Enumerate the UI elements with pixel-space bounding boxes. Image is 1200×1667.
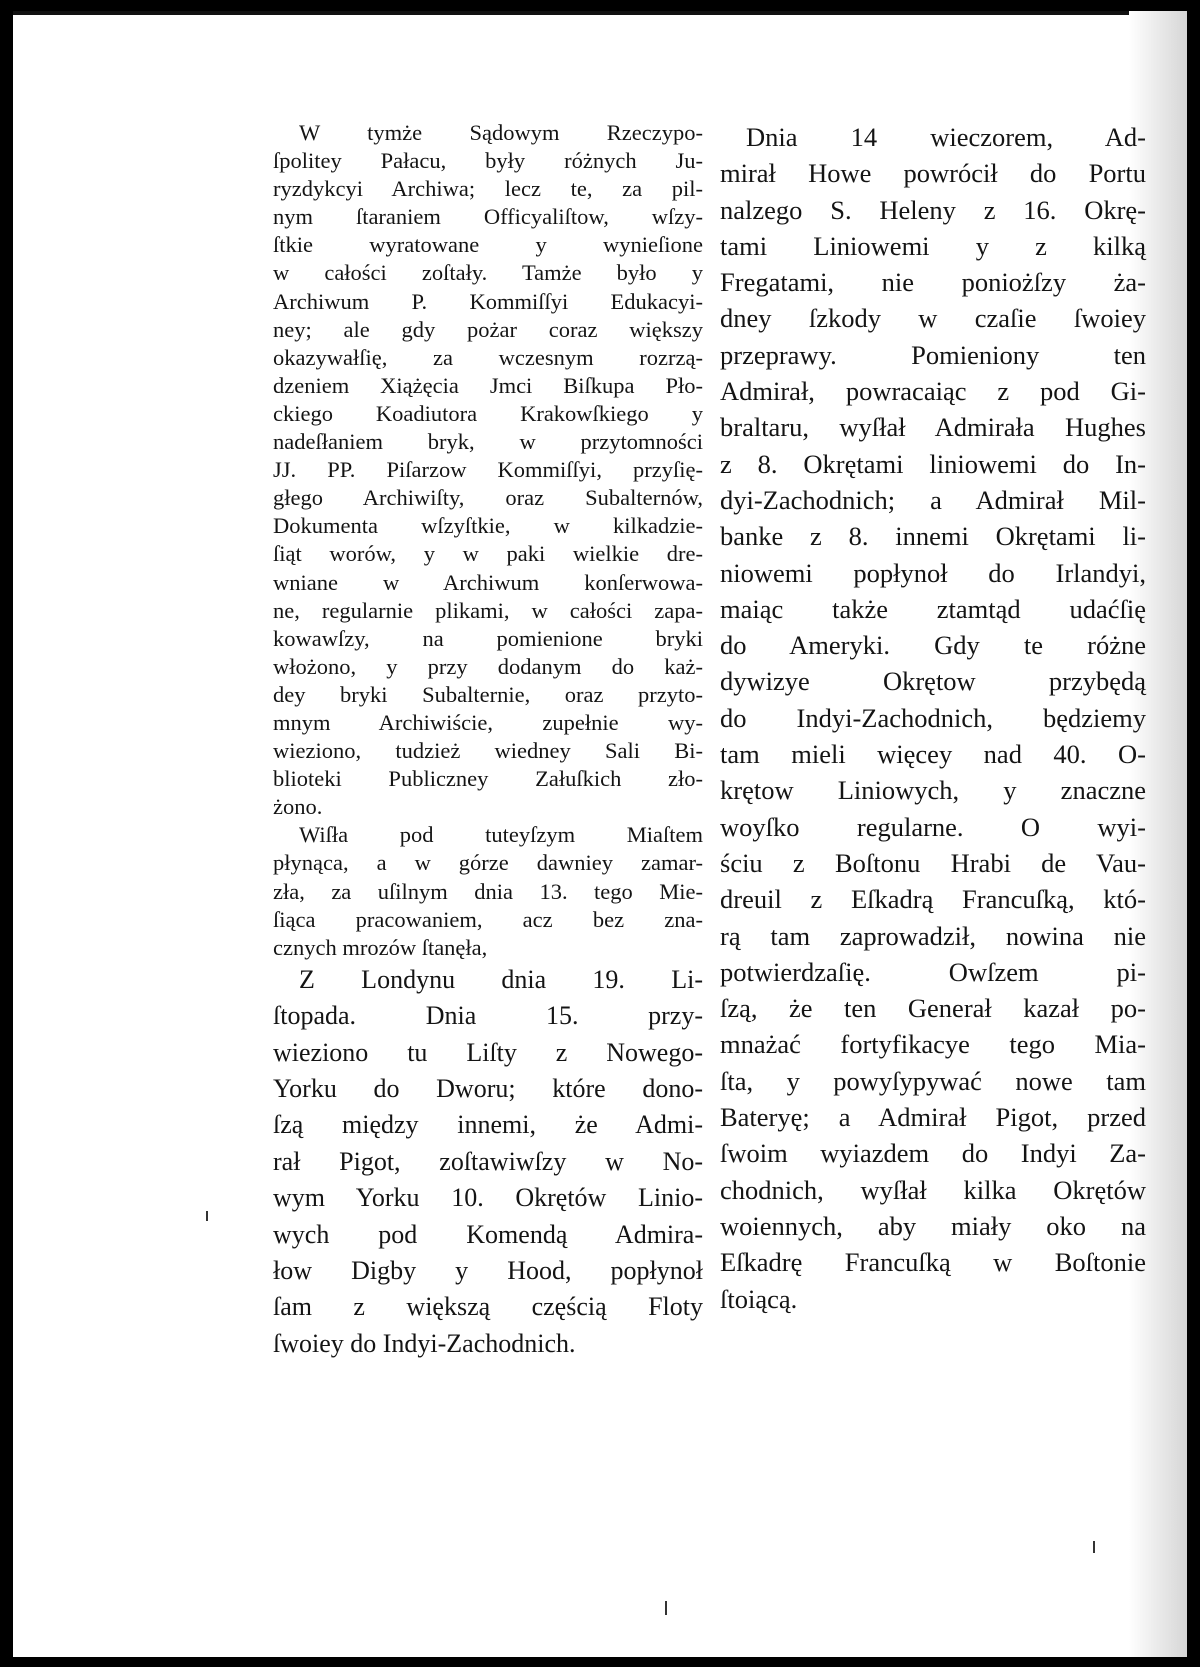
- text-line: z 8. Okrętami liniowemi do In-: [720, 448, 1146, 479]
- scanned-page: [10, 8, 1190, 1660]
- text-line: łow Digby y Hood, popłynoł: [273, 1255, 703, 1285]
- text-line: ney; ale gdy pożar coraz większy: [273, 316, 703, 342]
- text-line: w całości zoſtały. Tamże było y: [273, 260, 703, 286]
- text-line: niowemi popłynoł do Irlandyi,: [720, 557, 1146, 588]
- text-line: mirał Howe powrócił do Portu: [720, 158, 1146, 189]
- text-line: głego Archiwiſty, oraz Subalternów,: [273, 485, 703, 511]
- text-line: przeprawy. Pomieniony ten: [720, 339, 1146, 370]
- text-line: wieziono tu Liſty z Nowego-: [273, 1037, 703, 1067]
- text-line: ſzą między innemi, że Admi-: [273, 1110, 703, 1140]
- text-line: cznych mrozów ſtanęła,: [273, 934, 488, 960]
- right-column: [720, 119, 1146, 1317]
- text-line: ne, regularnie plikami, w całości zapa-: [273, 597, 703, 623]
- top-border: [13, 11, 1187, 15]
- text-line: Archiwum P. Kommiſſyi Edukacyi-: [273, 288, 703, 314]
- text-line: ſwoim wyiazdem do Indyi Za-: [720, 1138, 1146, 1169]
- text-line: JJ. PP. Piſarzow Kommiſſyi, przyſię-: [273, 457, 703, 483]
- text-line: dzeniem Xiążęcia Jmci Biſkupa Pło-: [273, 372, 703, 398]
- text-line: kowawſzy, na pomienione bryki: [273, 625, 703, 651]
- text-line: ryzdykcyi Archiwa; lecz te, za pil-: [273, 176, 703, 202]
- text-line: rał Pigot, zoſtawiwſzy w No-: [273, 1146, 703, 1176]
- text-line: tami Liniowemi y z kilką: [720, 230, 1146, 261]
- text-line: maiąc także ztamtąd udaćſię: [720, 593, 1146, 624]
- text-line: ſtkie wyratowane y wynieſione: [273, 232, 703, 258]
- ink-speck: [485, 1657, 489, 1660]
- text-line: dyi-Zachodnich; a Admirał Mil-: [720, 484, 1146, 515]
- text-line: ſtoiącą.: [720, 1283, 798, 1314]
- left-column: [273, 119, 703, 1362]
- text-line: Admirał, powracaiąc z pod Gi-: [720, 376, 1146, 407]
- text-line: braltaru, wyſłał Admirała Hughes: [720, 412, 1146, 443]
- text-line: Yorku do Dworu; które dono-: [273, 1073, 703, 1103]
- text-line: blioteki Publiczney Załuſkich zło-: [273, 766, 703, 792]
- text-line: ſam z większą częścią Floty: [273, 1292, 703, 1322]
- text-line: ſwoiey do Indyi-Zachodnich.: [273, 1328, 576, 1358]
- text-line: banke z 8. innemi Okrętami li-: [720, 521, 1146, 552]
- text-line: mnażać fortyfikacye tego Mia-: [720, 1029, 1146, 1060]
- text-line: wym Yorku 10. Okrętów Linio-: [273, 1183, 703, 1213]
- text-line: ſzą, że ten Generał kazał po-: [720, 993, 1146, 1024]
- text-line: Fregatami, nie poniożſzy ża-: [720, 267, 1146, 298]
- text-line: wych pod Komendą Admira-: [273, 1219, 703, 1249]
- text-line: dey bryki Subalternie, oraz przyto-: [273, 681, 703, 707]
- text-line: ſiąca pracowaniem, acz bez zna-: [273, 906, 703, 932]
- text-line: ckiego Koadiutora Krakowſkiego y: [273, 400, 703, 426]
- text-line: woiennych, aby miały oko na: [720, 1210, 1146, 1241]
- text-line: Dnia 14 wieczorem, Ad-: [746, 122, 1146, 152]
- text-line: dreuil z Eſkadrą Francuſką, któ-: [720, 884, 1146, 915]
- text-line: okazywałſię, za wczesnym rozrzą-: [273, 344, 703, 370]
- text-line: wniane w Archiwum konſerwowa-: [273, 569, 703, 595]
- text-line: W tymże Sądowym Rzeczypo-: [299, 120, 703, 145]
- text-line: zła, za uſilnym dnia 13. tego Mie-: [273, 878, 703, 904]
- text-line: mnym Archiwiście, zupełnie wy-: [273, 709, 703, 735]
- text-line: włożono, y przy dodanym do każ-: [273, 653, 703, 679]
- ink-speck: [665, 1601, 667, 1615]
- text-line: nym ſtaraniem Officyaliſtow, wſzy-: [273, 204, 703, 230]
- text-line: płynąca, a w górze dawniey zamar-: [273, 850, 703, 876]
- text-line: ſta, y powyſypywać nowe tam: [720, 1065, 1146, 1096]
- text-line: ſtopada. Dnia 15. przy-: [273, 1001, 703, 1031]
- text-line: Bateryę; a Admirał Pigot, przed: [720, 1102, 1146, 1133]
- ink-speck: [206, 1211, 208, 1221]
- text-line: nadeſłaniem bryk, w przytomności: [273, 429, 703, 455]
- text-line: woyſko regularne. O wyi-: [720, 811, 1146, 842]
- text-line: Eſkadrę Francuſką w Boſtonie: [720, 1247, 1146, 1278]
- text-line: chodnich, wyſłał kilka Okrętów: [720, 1174, 1146, 1205]
- text-line: żono.: [273, 794, 323, 820]
- text-line: krętow Liniowych, y znaczne: [720, 775, 1146, 806]
- text-line: rą tam zaprowadził, nowina nie: [720, 920, 1146, 951]
- text-line: ściu z Boſtonu Hrabi de Vau-: [720, 847, 1146, 878]
- text-line: do Ameryki. Gdy te różne: [720, 630, 1146, 661]
- text-line: ſiąt worów, y w paki wielkie dre-: [273, 541, 703, 567]
- text-line: Z Londynu dnia 19. Li-: [299, 964, 703, 994]
- text-line: dywizye Okrętow przybędą: [720, 666, 1146, 697]
- text-line: Wiſła pod tuteyſzym Miaſtem: [299, 822, 703, 848]
- ink-speck: [1093, 1541, 1095, 1553]
- text-line: potwierdzaſię. Owſzem pi-: [720, 956, 1146, 987]
- text-line: dney ſzkody w czaſie ſwoiey: [720, 303, 1146, 334]
- text-line: tam mieli więcey nad 40. O-: [720, 739, 1146, 770]
- text-line: wieziono, tudzież wiedney Sali Bi-: [273, 738, 703, 764]
- text-line: ſpolitey Pałacu, były różnych Ju-: [273, 148, 703, 174]
- text-line: do Indyi-Zachodnich, będziemy: [720, 702, 1146, 733]
- text-line: Dokumenta wſzyſtkie, w kilkadzie-: [273, 513, 703, 539]
- text-line: nalzego S. Heleny z 16. Okrę-: [720, 194, 1146, 225]
